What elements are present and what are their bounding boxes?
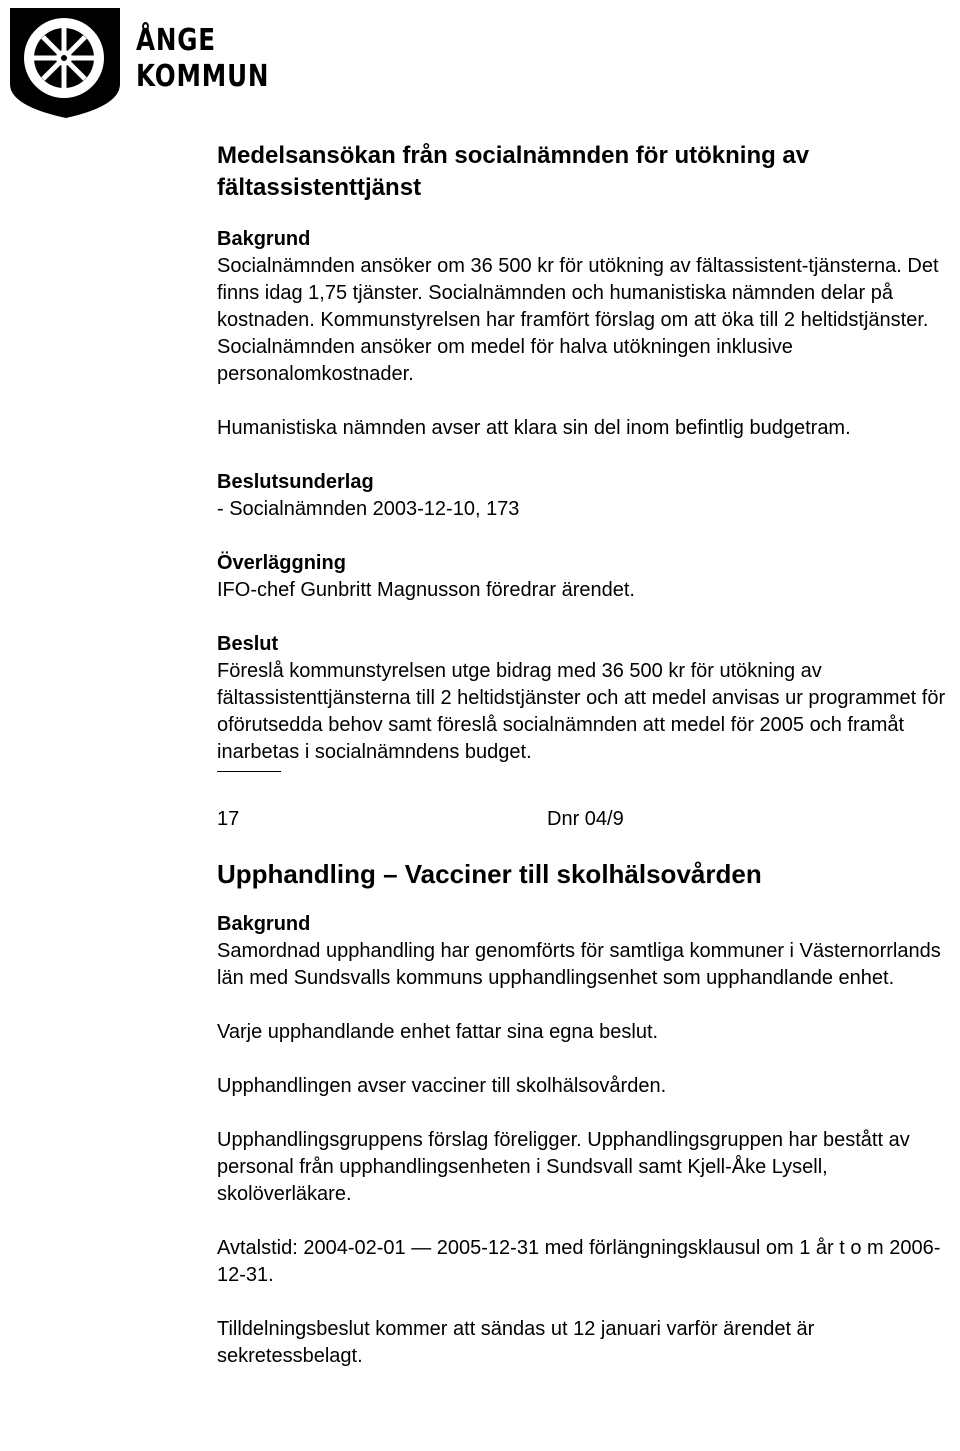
section2-paragraph-2: Varje upphandlande enhet fattar sina egna beslut. — [217, 1021, 659, 1043]
section2-paragraph-3: Upphandlingen avser vacciner till skolhälsovården. — [217, 1075, 667, 1097]
section1-overlaggning-text: IFO-chef Gunbritt Magnusson föredrar ärendet. — [217, 579, 635, 601]
section2-paragraph-5: Avtalstid: 2004-02-01 — 2005-12-31 med förlängningsklausul om 1 år t o m 2006-12-31. — [217, 1237, 941, 1286]
section2-bakgrund-heading: Bakgrund — [217, 913, 311, 935]
logo-text-ange: ÅNGE — [136, 23, 216, 58]
section2-bakgrund-text: Samordnad upphandling har genomförts för samtliga kommuner i Västernorrlands län med Sundsvalls kommuns upphandlingsenhet som upphandlande enhet. — [217, 940, 941, 989]
paragraph-header — [217, 806, 947, 833]
section1-beslutsunderlag-text: - Socialnämnden 2003-12-10, 173 — [217, 498, 520, 520]
wheel-emblem-icon — [2, 2, 132, 122]
section1-bakgrund-heading: Bakgrund — [217, 228, 311, 250]
document-body — [217, 140, 947, 1370]
section1-beslut-heading: Beslut — [217, 633, 279, 655]
separator-line — [217, 771, 281, 772]
section1-beslut-text: Föreslå kommunstyrelsen utge bidrag med 36 500 kr för utökning av fältassistenttjänsterna till 2 heltidstjänster och att medel anvisas ur programmet för oförutsedda behov samt föreslå socialnämnden att medel för 2005 och framåt inarbetas i socialnämndens budget. — [217, 660, 946, 763]
section1-beslutsunderlag-heading: Beslutsunderlag — [217, 471, 374, 493]
logo-text-kommun: KOMMUN — [136, 59, 270, 94]
section1-title: Medelsansökan från socialnämnden för utökning av fältassistenttjänst — [217, 142, 810, 201]
section1-bakgrund-text: Socialnämnden ansöker om 36 500 kr för utökning av fältassistent-tjänsterna. Det finns idag 1,75 tjänster. Socialnämnden och humanistiska nämnden delar på kostnaden. Kommunstyrelsen har framfört förslag om att öka till 2 heltidstjänster. Socialnämnden ansöker om medel för halva utökningen inklusive personalomkostnader. — [217, 255, 939, 385]
dnr-number: Dnr 04/9 — [547, 808, 624, 830]
section2-paragraph-4: Upphandlingsgruppens förslag föreligger. Upphandlingsgruppen har bestått av personal från upphandlingsenheten i Sundsvall samt Kjell-Åke Lysell, skolöverläkare. — [217, 1129, 910, 1205]
municipality-logo — [2, 2, 270, 120]
paragraph-number: 17 — [217, 808, 240, 830]
section1-humanistiska-text: Humanistiska nämnden avser att klara sin del inom befintlig budgetram. — [217, 417, 851, 439]
section1-overlaggning-heading: Överläggning — [217, 552, 346, 574]
section2-title: Upphandling – Vacciner till skolhälsovården — [217, 859, 762, 889]
section2-paragraph-6: Tilldelningsbeslut kommer att sändas ut 12 januari varför ärendet är sekretessbelagt. — [217, 1318, 815, 1367]
